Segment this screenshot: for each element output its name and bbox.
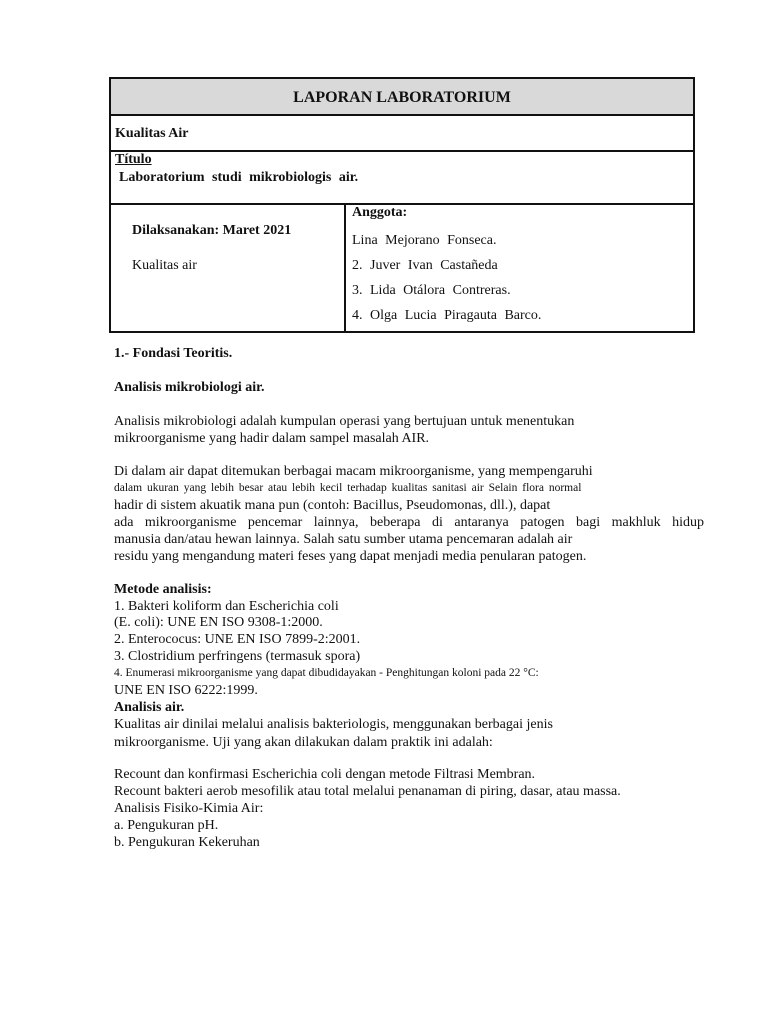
paragraph-line: mikroorganisme yang hadir dalam sampel masalah AIR. [114,431,430,446]
method-item: 4. Enumerasi mikroorganisme yang dapat dibudidayakan - Penghitungan koloni pada 22 °C: [114,667,539,679]
report-title: LAPORAN LABORATORIUM [111,79,693,116]
paragraph-line: dalam ukuran yang lebih besar atau lebih kecil terhadap kualitas sanitasi air Selain flora normal [114,482,582,494]
subject-cell: Kualitas Air [111,116,693,152]
subsection-heading: Analisis mikrobiologi air. [114,380,265,395]
members-label: Anggota: [352,205,408,220]
paragraph-line: mikroorganisme. Uji yang akan dilakukan dalam praktik ini adalah: [114,735,493,750]
method-item: 3. Clostridium perfringens (termasuk spora) [114,649,361,664]
method-item: (E. coli): UNE EN ISO 9308-1:2000. [114,615,323,630]
subsection-heading: Metode analisis: [114,582,212,597]
paragraph-line: ada mikroorganisme pencemar lainnya, beberapa di antaranya patogen bagi makhluk hidup [114,515,704,530]
paragraph-line: b. Pengukuran Kekeruhan [114,835,260,850]
subtitle-text: Kualitas air [132,258,197,273]
titulo-label: Título [115,152,152,167]
member-item: 2. Juver Ivan Castañeda [352,258,498,273]
method-item: UNE EN ISO 6222:1999. [114,683,258,698]
member-item: 4. Olga Lucia Piragauta Barco. [352,308,542,323]
paragraph-line: a. Pengukuran pH. [114,818,219,833]
paragraph-line: Analisis Fisiko-Kimia Air: [114,801,264,816]
method-item: 2. Enterococus: UNE EN ISO 7899-2:2001. [114,632,361,647]
header-table [109,77,695,333]
info-row [111,205,693,331]
paragraph-line: Recount bakteri aerob mesofilik atau total melalui penanaman di piring, dasar, atau massa. [114,784,621,799]
section-heading: 1.- Fondasi Teoritis. [114,346,233,361]
date-text: Dilaksanakan: Maret 2021 [132,223,292,238]
paragraph-line: residu yang mengandung materi feses yang dapat menjadi media penularan patogen. [114,549,587,564]
members-cell [346,205,693,331]
method-item: 1. Bakteri koliform dan Escherichia coli [114,599,339,614]
date-cell [111,205,346,331]
member-item: 3. Lida Otálora Contreras. [352,283,511,298]
titulo-cell [111,152,693,205]
paragraph-line: Recount dan konfirmasi Escherichia coli dengan metode Filtrasi Membran. [114,767,536,782]
member-item: Lina Mejorano Fonseca. [352,233,497,248]
paragraph-line: hadir di sistem akuatik mana pun (contoh: Bacillus, Pseudomonas, dll.), dapat [114,498,551,513]
paragraph-line: Analisis mikrobiologi adalah kumpulan operasi yang bertujuan untuk menentukan [114,414,575,429]
paragraph-line: Di dalam air dapat ditemukan berbagai macam mikroorganisme, yang mempengaruhi [114,464,593,479]
subsection-heading: Analisis air. [114,700,185,715]
titulo-value: Laboratorium studi mikrobiologis air. [119,170,359,185]
paragraph-line: Kualitas air dinilai melalui analisis bakteriologis, menggunakan berbagai jenis [114,717,553,732]
paragraph-line: manusia dan/atau hewan lainnya. Salah satu sumber utama pencemaran adalah air [114,532,573,547]
